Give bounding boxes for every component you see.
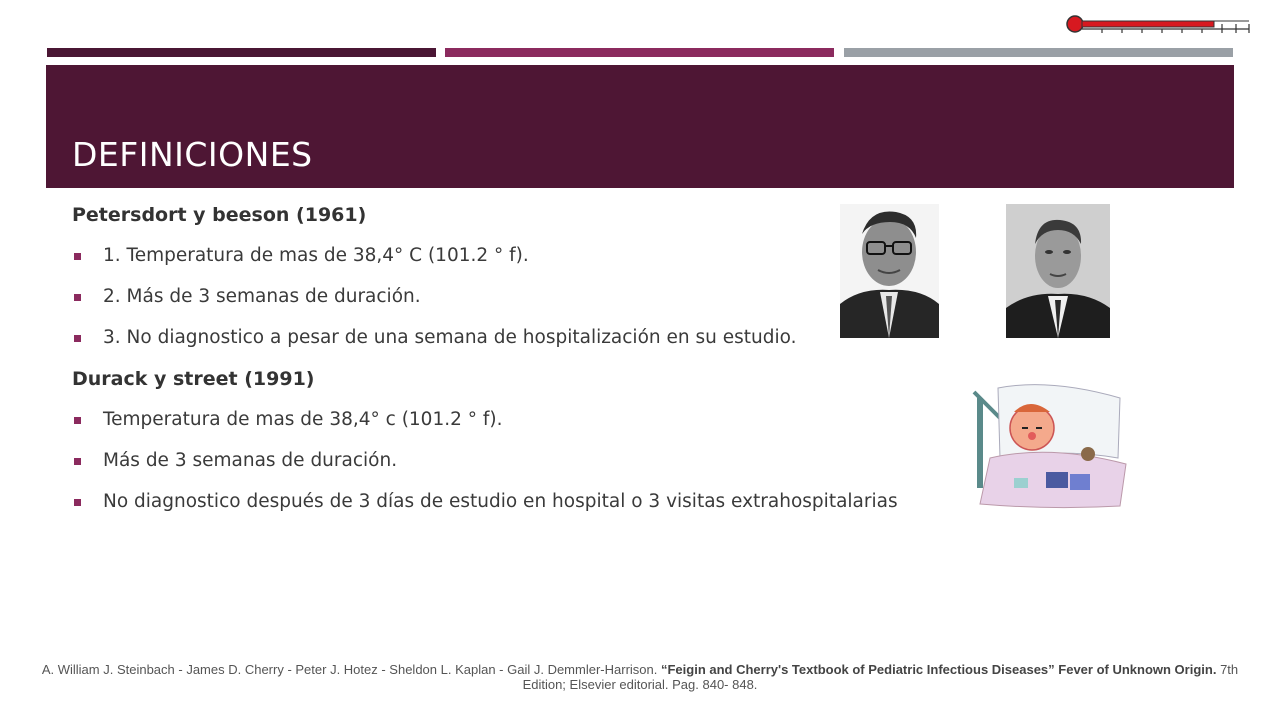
portrait-photo-suit: [1006, 204, 1110, 338]
section-heading: Durack y street (1991): [72, 368, 315, 390]
sick-child-cartoon: [970, 378, 1130, 510]
slide-content: [72, 200, 972, 528]
list-item-text: 3. No diagnostico a pesar de una semana de hospitalización en su estudio.: [103, 327, 797, 348]
bullet-icon: [74, 458, 81, 465]
top-accent-bar-magenta: [445, 48, 834, 57]
bullet-icon: [74, 294, 81, 301]
citation-title: “Feigin and Cherry's Textbook of Pediatric Infectious Diseases” Fever of Unknown Origin.: [660, 662, 1217, 677]
list-item-text: Más de 3 semanas de duración.: [103, 450, 398, 471]
list-item: [72, 446, 972, 476]
top-accent-bar-gray: [844, 48, 1233, 57]
list-item-text: Temperatura de mas de 38,4° c (101.2 ° f).: [103, 409, 503, 430]
bullet-icon: [74, 253, 81, 260]
top-accent-bar-dark: [47, 48, 436, 57]
title-band: [46, 65, 1234, 188]
thermometer-icon: [1064, 12, 1254, 36]
section-heading: Petersdort y beeson (1961): [72, 204, 367, 226]
citation-edition: 7th Edition; Elsevier editorial. Pag. 840- 848.: [522, 662, 1239, 692]
list-item: [72, 487, 972, 517]
portrait-photo-glasses: [840, 204, 939, 338]
bullet-icon: [74, 335, 81, 342]
citation-footer: [30, 662, 1250, 692]
slide-title: DEFINICIONES: [72, 135, 313, 174]
list-item: [72, 241, 972, 271]
citation-authors: A. William J. Steinbach - James D. Cherry - Peter J. Hotez - Sheldon L. Kaplan - Gail J. Demmler-Harrison.: [41, 662, 658, 677]
list-item-text: 1. Temperatura de mas de 38,4° C (101.2 ° f).: [103, 245, 529, 266]
list-item: [72, 323, 972, 353]
list-item-text: 2. Más de 3 semanas de duración.: [103, 286, 421, 307]
list-item: [72, 405, 972, 435]
list-item: [72, 282, 972, 312]
bullet-icon: [74, 417, 81, 424]
bullet-icon: [74, 499, 81, 506]
list-item-text: No diagnostico después de 3 días de estudio en hospital o 3 visitas extrahospitalarias: [103, 491, 898, 512]
